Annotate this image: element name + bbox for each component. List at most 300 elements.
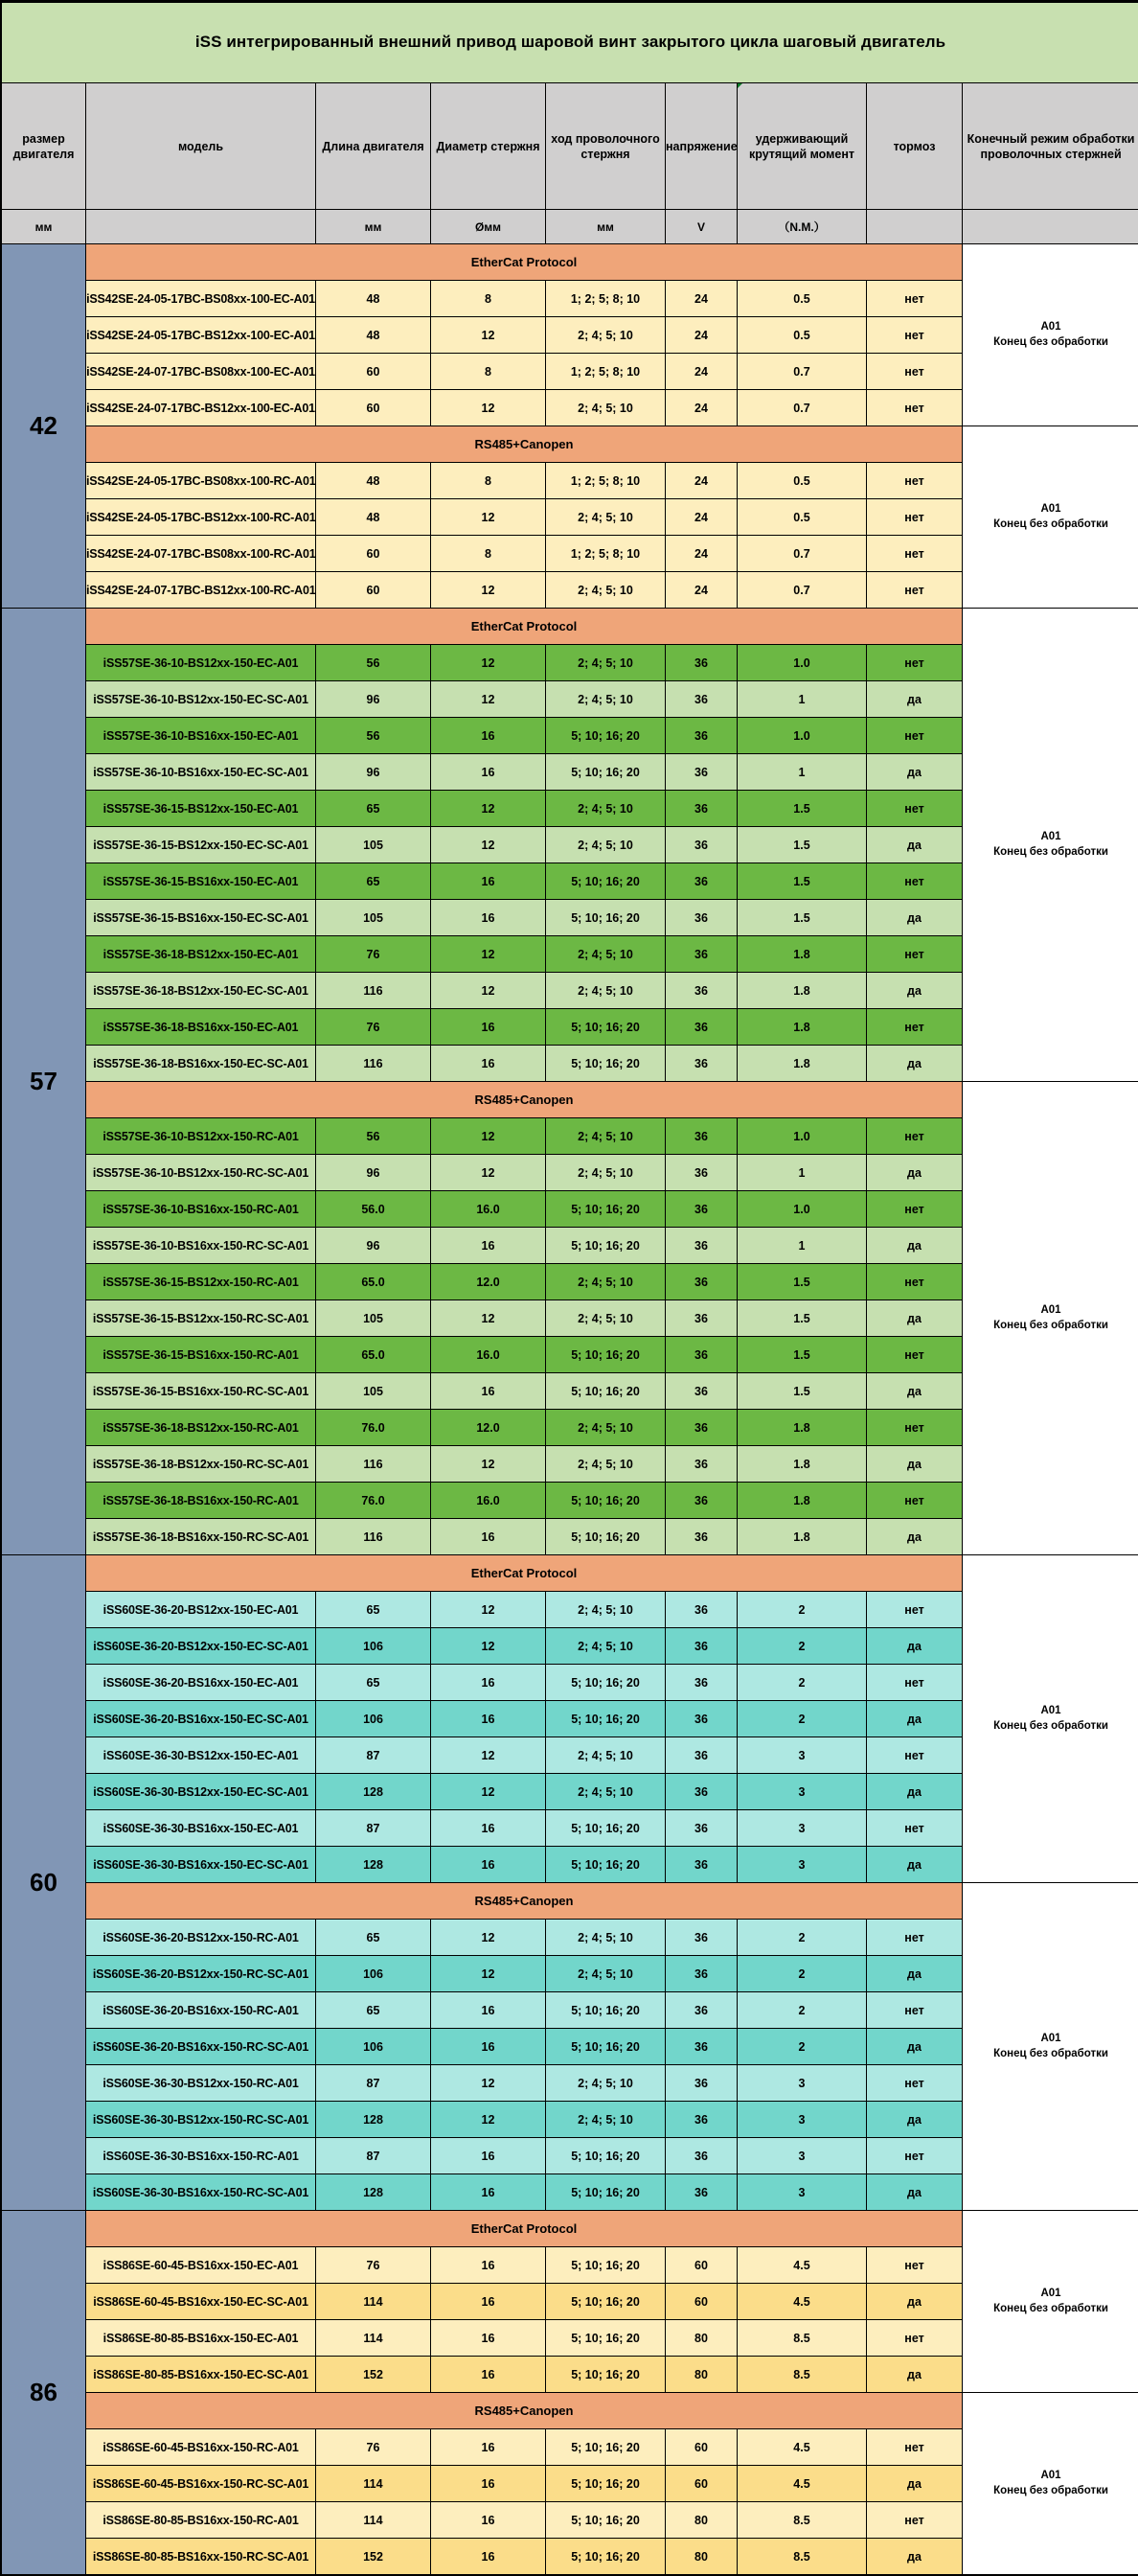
torque-value: 3 [738,2138,867,2174]
model-name: iSS60SE-36-20-BS16xx-150-EC-A01 [86,1665,316,1701]
voltage-value: 36 [666,936,738,973]
voltage-value: 24 [666,354,738,390]
brake-value: нет [867,1191,963,1228]
model-name: iSS42SE-24-07-17BC-BS08xx-100-RC-A01 [86,536,316,572]
torque-value: 1 [738,754,867,791]
motor-length-value: 116 [316,1046,431,1082]
model-name: iSS57SE-36-10-BS12xx-150-RC-SC-A01 [86,1155,316,1191]
end-machining-cell [963,609,1138,1082]
model-name: iSS57SE-36-18-BS16xx-150-EC-SC-A01 [86,1046,316,1082]
torque-value: 1.5 [738,791,867,827]
rod-diameter-value: 12 [431,317,546,354]
motor-length-value: 87 [316,2065,431,2102]
lead-value: 2; 4; 5; 10 [546,1592,666,1628]
torque-value: 0.7 [738,536,867,572]
brake-value: да [867,1847,963,1883]
motor-length-value: 116 [316,973,431,1009]
voltage-value: 36 [666,1009,738,1046]
model-name: iSS57SE-36-15-BS12xx-150-EC-SC-A01 [86,827,316,863]
lead-value: 5; 10; 16; 20 [546,1191,666,1228]
rod-diameter-value: 12 [431,645,546,681]
voltage-value: 36 [666,1810,738,1847]
torque-value: 3 [738,2174,867,2211]
voltage-value: 24 [666,281,738,317]
torque-value: 3 [738,1737,867,1774]
header-row [2,83,1138,210]
model-name: iSS57SE-36-10-BS16xx-150-RC-A01 [86,1191,316,1228]
model-name: iSS60SE-36-20-BS12xx-150-EC-SC-A01 [86,1628,316,1665]
brake-value: нет [867,1665,963,1701]
rod-diameter-value: 16 [431,2466,546,2502]
lead-value: 2; 4; 5; 10 [546,973,666,1009]
voltage-value: 36 [666,1228,738,1264]
column-header-lead: ход проволочного стержня [546,83,666,210]
motor-length-value: 65 [316,863,431,900]
motor-length-value: 87 [316,1810,431,1847]
lead-value: 1; 2; 5; 8; 10 [546,536,666,572]
model-name: iSS42SE-24-07-17BC-BS12xx-100-EC-A01 [86,390,316,426]
rod-diameter-value: 12 [431,1628,546,1665]
protocol-label: EtherCat Protocol [86,244,963,281]
model-name: iSS86SE-80-85-BS16xx-150-RC-A01 [86,2502,316,2539]
brake-value: нет [867,572,963,609]
voltage-value: 60 [666,2429,738,2466]
motor-length-value: 65 [316,1592,431,1628]
lead-value: 5; 10; 16; 20 [546,1228,666,1264]
page-title: iSS интегрированный внешний привод шаровой винт закрытого цикла шаговый двигатель [2,3,1138,83]
lead-value: 2; 4; 5; 10 [546,936,666,973]
rod-diameter-value: 12 [431,973,546,1009]
rod-diameter-value: 16 [431,1046,546,1082]
lead-value: 5; 10; 16; 20 [546,2029,666,2065]
column-unit-brake [867,210,963,244]
column-unit-torque: （N.M.） [738,210,867,244]
torque-value: 0.7 [738,354,867,390]
protocol-label: RS485+Canopen [86,1082,963,1118]
lead-value: 5; 10; 16; 20 [546,2357,666,2393]
brake-value: нет [867,2138,963,2174]
voltage-value: 24 [666,536,738,572]
rod-diameter-value: 16 [431,1009,546,1046]
column-unit-size: мм [2,210,86,244]
brake-value: да [867,1155,963,1191]
rod-diameter-value: 8 [431,354,546,390]
motor-length-value: 65 [316,1920,431,1956]
end-machining-code: A01 [963,1303,1138,1319]
torque-value: 1.8 [738,1046,867,1082]
voltage-value: 36 [666,2102,738,2138]
rod-diameter-value: 16 [431,2029,546,2065]
torque-value: 3 [738,2065,867,2102]
model-name: iSS86SE-60-45-BS16xx-150-EC-A01 [86,2247,316,2284]
motor-length-value: 87 [316,1737,431,1774]
torque-value: 1.8 [738,1410,867,1446]
lead-value: 2; 4; 5; 10 [546,1737,666,1774]
rod-diameter-value: 12 [431,572,546,609]
end-machining-code: A01 [963,1704,1138,1719]
voltage-value: 36 [666,900,738,936]
lead-value: 2; 4; 5; 10 [546,1628,666,1665]
motor-length-value: 56 [316,1118,431,1155]
rod-diameter-value: 12.0 [431,1410,546,1446]
model-name: iSS57SE-36-18-BS16xx-150-RC-SC-A01 [86,1519,316,1555]
model-name: iSS57SE-36-15-BS12xx-150-RC-SC-A01 [86,1300,316,1337]
torque-value: 1.5 [738,1264,867,1300]
rod-diameter-value: 12.0 [431,1264,546,1300]
model-name: iSS57SE-36-10-BS16xx-150-RC-SC-A01 [86,1228,316,1264]
end-machining-code: A01 [963,2469,1138,2484]
rod-diameter-value: 16 [431,1519,546,1555]
rod-diameter-value: 12 [431,1300,546,1337]
torque-value: 1.5 [738,827,867,863]
motor-length-value: 76 [316,2429,431,2466]
voltage-value: 36 [666,1046,738,1082]
voltage-value: 24 [666,499,738,536]
lead-value: 2; 4; 5; 10 [546,1774,666,1810]
model-name: iSS86SE-60-45-BS16xx-150-RC-SC-A01 [86,2466,316,2502]
brake-value: нет [867,1992,963,2029]
torque-value: 2 [738,1920,867,1956]
torque-value: 2 [738,1592,867,1628]
torque-value: 1.0 [738,645,867,681]
lead-value: 5; 10; 16; 20 [546,2539,666,2575]
torque-value: 3 [738,1847,867,1883]
torque-value: 2 [738,1665,867,1701]
rod-diameter-value: 16.0 [431,1337,546,1373]
brake-value: да [867,1300,963,1337]
motor-length-value: 48 [316,281,431,317]
lead-value: 2; 4; 5; 10 [546,1956,666,1992]
lead-value: 1; 2; 5; 8; 10 [546,354,666,390]
column-header-motor-length: Длина двигателя [316,83,431,210]
model-name: iSS57SE-36-18-BS16xx-150-RC-A01 [86,1483,316,1519]
torque-value: 1.5 [738,1300,867,1337]
torque-value: 4.5 [738,2466,867,2502]
model-name: iSS86SE-60-45-BS16xx-150-RC-A01 [86,2429,316,2466]
torque-value: 8.5 [738,2320,867,2357]
rod-diameter-value: 12 [431,791,546,827]
protocol-banner-row [2,2393,1138,2429]
torque-value: 1.8 [738,1483,867,1519]
voltage-value: 36 [666,1992,738,2029]
model-name: iSS42SE-24-05-17BC-BS08xx-100-EC-A01 [86,281,316,317]
rod-diameter-value: 8 [431,281,546,317]
torque-value: 0.5 [738,281,867,317]
motor-length-value: 56.0 [316,1191,431,1228]
brake-value: да [867,827,963,863]
motor-length-value: 65 [316,1992,431,2029]
end-machining-code: A01 [963,830,1138,845]
voltage-value: 36 [666,1519,738,1555]
column-header-model: модель [86,83,316,210]
end-machining-cell [963,1555,1138,1883]
rod-diameter-value: 16 [431,1373,546,1410]
rod-diameter-value: 12 [431,936,546,973]
rod-diameter-value: 16.0 [431,1483,546,1519]
voltage-value: 60 [666,2466,738,2502]
voltage-value: 36 [666,1337,738,1373]
motor-length-value: 76 [316,936,431,973]
rod-diameter-value: 16 [431,754,546,791]
end-machining-text: Конец без обработки [963,2484,1138,2499]
model-name: iSS57SE-36-15-BS16xx-150-RC-A01 [86,1337,316,1373]
column-header-voltage: напряжение [666,83,738,210]
motor-length-value: 114 [316,2466,431,2502]
model-name: iSS60SE-36-30-BS16xx-150-EC-A01 [86,1810,316,1847]
torque-value: 1.0 [738,1118,867,1155]
end-machining-text: Конец без обработки [963,1719,1138,1735]
lead-value: 2; 4; 5; 10 [546,2102,666,2138]
rod-diameter-value: 12 [431,681,546,718]
rod-diameter-value: 12 [431,2102,546,2138]
torque-value: 1.0 [738,1191,867,1228]
motor-length-value: 87 [316,2138,431,2174]
protocol-label: EtherCat Protocol [86,1555,963,1592]
brake-value: да [867,1701,963,1737]
model-name: iSS60SE-36-30-BS16xx-150-RC-SC-A01 [86,2174,316,2211]
torque-value: 0.7 [738,390,867,426]
model-name: iSS57SE-36-10-BS16xx-150-EC-A01 [86,718,316,754]
voltage-value: 36 [666,1628,738,1665]
end-machining-cell [963,1883,1138,2211]
end-machining-cell [963,426,1138,609]
lead-value: 2; 4; 5; 10 [546,1264,666,1300]
brake-value: нет [867,2502,963,2539]
brake-value: да [867,2174,963,2211]
lead-value: 2; 4; 5; 10 [546,1410,666,1446]
brake-value: да [867,1046,963,1082]
rod-diameter-value: 16 [431,1228,546,1264]
model-name: iSS42SE-24-05-17BC-BS12xx-100-RC-A01 [86,499,316,536]
brake-value: нет [867,1118,963,1155]
motor-length-value: 152 [316,2357,431,2393]
end-machining-text: Конец без обработки [963,2047,1138,2062]
voltage-value: 36 [666,791,738,827]
model-name: iSS60SE-36-20-BS16xx-150-EC-SC-A01 [86,1701,316,1737]
lead-value: 5; 10; 16; 20 [546,2502,666,2539]
motor-length-value: 96 [316,681,431,718]
lead-value: 2; 4; 5; 10 [546,827,666,863]
end-machining-code: A01 [963,2032,1138,2047]
model-name: iSS57SE-36-15-BS16xx-150-EC-A01 [86,863,316,900]
lead-value: 5; 10; 16; 20 [546,1483,666,1519]
model-name: iSS60SE-36-30-BS12xx-150-EC-SC-A01 [86,1774,316,1810]
brake-value: нет [867,1810,963,1847]
brake-value: нет [867,463,963,499]
torque-value: 1.8 [738,973,867,1009]
lead-value: 5; 10; 16; 20 [546,2429,666,2466]
brake-value: нет [867,2065,963,2102]
voltage-value: 36 [666,1701,738,1737]
motor-length-value: 116 [316,1519,431,1555]
brake-value: нет [867,863,963,900]
model-name: iSS57SE-36-18-BS12xx-150-RC-A01 [86,1410,316,1446]
voltage-value: 36 [666,1410,738,1446]
motor-length-value: 114 [316,2502,431,2539]
voltage-value: 36 [666,754,738,791]
voltage-value: 80 [666,2357,738,2393]
voltage-value: 36 [666,2029,738,2065]
motor-length-value: 128 [316,1847,431,1883]
motor-size-cell: 57 [2,609,86,1555]
lead-value: 2; 4; 5; 10 [546,645,666,681]
model-name: iSS60SE-36-20-BS12xx-150-RC-A01 [86,1920,316,1956]
lead-value: 1; 2; 5; 8; 10 [546,281,666,317]
model-name: iSS60SE-36-20-BS16xx-150-RC-A01 [86,1992,316,2029]
lead-value: 5; 10; 16; 20 [546,900,666,936]
lead-value: 2; 4; 5; 10 [546,1300,666,1337]
model-name: iSS57SE-36-18-BS12xx-150-EC-A01 [86,936,316,973]
brake-value: нет [867,718,963,754]
lead-value: 5; 10; 16; 20 [546,754,666,791]
motor-length-value: 76.0 [316,1483,431,1519]
torque-value: 1.5 [738,1373,867,1410]
voltage-value: 80 [666,2539,738,2575]
voltage-value: 36 [666,1264,738,1300]
model-name: iSS86SE-80-85-BS16xx-150-RC-SC-A01 [86,2539,316,2575]
motor-length-value: 60 [316,536,431,572]
lead-value: 2; 4; 5; 10 [546,2065,666,2102]
model-name: iSS60SE-36-20-BS12xx-150-EC-A01 [86,1592,316,1628]
torque-value: 0.5 [738,499,867,536]
motor-length-value: 152 [316,2539,431,2575]
torque-value: 1.5 [738,1337,867,1373]
rod-diameter-value: 12 [431,1774,546,1810]
voltage-value: 36 [666,645,738,681]
rod-diameter-value: 16 [431,2502,546,2539]
brake-value: нет [867,645,963,681]
voltage-value: 36 [666,1847,738,1883]
brake-value: да [867,973,963,1009]
torque-value: 3 [738,2102,867,2138]
motor-length-value: 76 [316,1009,431,1046]
voltage-value: 36 [666,863,738,900]
model-name: iSS86SE-80-85-BS16xx-150-EC-A01 [86,2320,316,2357]
column-header-torque: удерживающий крутящий момент [738,83,867,210]
brake-value: нет [867,317,963,354]
rod-diameter-value: 16 [431,2539,546,2575]
motor-length-value: 105 [316,1373,431,1410]
protocol-label: EtherCat Protocol [86,609,963,645]
end-machining-code: A01 [963,2287,1138,2302]
lead-value: 5; 10; 16; 20 [546,2466,666,2502]
rod-diameter-value: 12 [431,2065,546,2102]
rod-diameter-value: 16 [431,2247,546,2284]
motor-length-value: 65 [316,1665,431,1701]
specification-table [1,2,1138,2575]
protocol-banner-row [2,1883,1138,1920]
model-name: iSS57SE-36-15-BS16xx-150-EC-SC-A01 [86,900,316,936]
protocol-label: RS485+Canopen [86,1883,963,1920]
rod-diameter-value: 16 [431,2429,546,2466]
lead-value: 2; 4; 5; 10 [546,499,666,536]
rod-diameter-value: 16 [431,2284,546,2320]
column-unit-end-machining [963,210,1138,244]
model-name: iSS57SE-36-15-BS12xx-150-EC-A01 [86,791,316,827]
title-row [2,3,1138,83]
motor-length-value: 48 [316,499,431,536]
brake-value: нет [867,1410,963,1446]
voltage-value: 36 [666,1446,738,1483]
voltage-value: 80 [666,2320,738,2357]
motor-length-value: 48 [316,317,431,354]
lead-value: 5; 10; 16; 20 [546,2284,666,2320]
brake-value: нет [867,1337,963,1373]
brake-value: нет [867,1592,963,1628]
voltage-value: 36 [666,1300,738,1337]
torque-value: 8.5 [738,2502,867,2539]
model-name: iSS57SE-36-10-BS12xx-150-RC-A01 [86,1118,316,1155]
rod-diameter-value: 12 [431,390,546,426]
voltage-value: 36 [666,973,738,1009]
torque-value: 2 [738,2029,867,2065]
voltage-value: 24 [666,463,738,499]
rod-diameter-value: 16 [431,2320,546,2357]
rod-diameter-value: 12 [431,1446,546,1483]
protocol-label: EtherCat Protocol [86,2211,963,2247]
lead-value: 2; 4; 5; 10 [546,390,666,426]
column-unit-model [86,210,316,244]
brake-value: нет [867,1483,963,1519]
lead-value: 2; 4; 5; 10 [546,681,666,718]
brake-value: нет [867,1264,963,1300]
torque-value: 1.8 [738,936,867,973]
end-machining-cell [963,2393,1138,2575]
rod-diameter-value: 12 [431,1956,546,1992]
voltage-value: 24 [666,572,738,609]
protocol-banner-row [2,1555,1138,1592]
torque-value: 2 [738,1628,867,1665]
lead-value: 5; 10; 16; 20 [546,2247,666,2284]
torque-value: 1 [738,681,867,718]
column-unit-motor-length: мм [316,210,431,244]
torque-value: 2 [738,1956,867,1992]
lead-value: 5; 10; 16; 20 [546,1046,666,1082]
torque-value: 0.7 [738,572,867,609]
rod-diameter-value: 8 [431,536,546,572]
lead-value: 5; 10; 16; 20 [546,1009,666,1046]
lead-value: 5; 10; 16; 20 [546,1701,666,1737]
voltage-value: 60 [666,2284,738,2320]
lead-value: 5; 10; 16; 20 [546,2320,666,2357]
lead-value: 5; 10; 16; 20 [546,2138,666,2174]
model-name: iSS60SE-36-20-BS16xx-150-RC-SC-A01 [86,2029,316,2065]
voltage-value: 36 [666,1665,738,1701]
brake-value: да [867,1628,963,1665]
motor-length-value: 65.0 [316,1337,431,1373]
protocol-banner-row [2,244,1138,281]
torque-value: 1 [738,1155,867,1191]
voltage-value: 36 [666,2138,738,2174]
end-machining-text: Конец без обработки [963,845,1138,861]
model-name: iSS60SE-36-30-BS12xx-150-RC-A01 [86,2065,316,2102]
motor-length-value: 128 [316,1774,431,1810]
model-name: iSS57SE-36-15-BS12xx-150-RC-A01 [86,1264,316,1300]
torque-value: 3 [738,1810,867,1847]
rod-diameter-value: 12 [431,1155,546,1191]
model-name: iSS57SE-36-18-BS16xx-150-EC-A01 [86,1009,316,1046]
protocol-banner-row [2,609,1138,645]
model-name: iSS57SE-36-10-BS12xx-150-EC-SC-A01 [86,681,316,718]
rod-diameter-value: 8 [431,463,546,499]
voltage-value: 36 [666,1592,738,1628]
model-name: iSS60SE-36-30-BS16xx-150-RC-A01 [86,2138,316,2174]
lead-value: 5; 10; 16; 20 [546,1665,666,1701]
voltage-value: 36 [666,1956,738,1992]
end-machining-code: A01 [963,320,1138,335]
lead-value: 5; 10; 16; 20 [546,718,666,754]
motor-length-value: 105 [316,900,431,936]
